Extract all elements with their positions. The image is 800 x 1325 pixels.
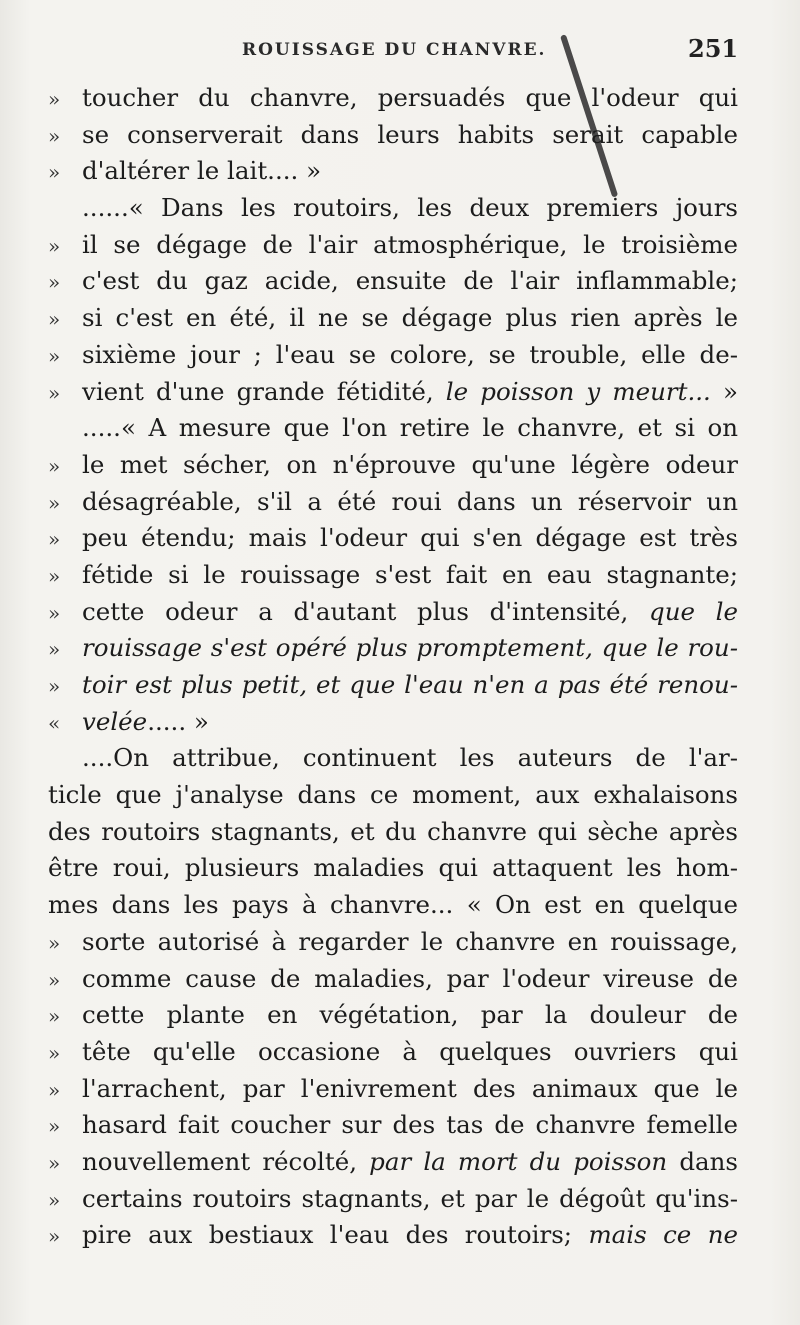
text-line — [48, 667, 738, 704]
running-head: ROUISSAGE DU CHANVRE. — [242, 40, 547, 60]
text-segment: l'arrachent, par l'enivrement des animaux que le — [82, 1073, 738, 1103]
text-line — [48, 1071, 738, 1108]
text-segment: fétide si le rouissage s'est fait en eau stagnante; — [82, 559, 738, 589]
italic-segment: toir est plus petit, et que l'eau n'en a pas été renou- — [82, 670, 738, 699]
text-segment: pire aux bestiaux l'eau des routoirs; — [82, 1220, 589, 1250]
text-line — [48, 1181, 738, 1218]
text-segment: certains routoirs stagnants, et par le dégoût qu'ins- — [82, 1183, 738, 1213]
line-text — [82, 153, 738, 190]
quote-mark: » — [48, 380, 61, 405]
quote-mark: » — [48, 343, 61, 368]
text-segment: il se dégage de l'air atmosphérique, le troisième — [82, 229, 738, 259]
quote-mark: » — [48, 453, 61, 478]
quote-mark: » — [48, 270, 61, 295]
text-segment: comme cause de maladies, par l'odeur vireuse de — [82, 963, 738, 993]
quote-mark: » — [48, 1150, 61, 1175]
line-text — [82, 300, 738, 337]
text-segment: mes dans les pays à chanvre... « On est en quelque — [48, 890, 738, 920]
quote-mark: » — [48, 1187, 61, 1212]
text-line — [48, 1144, 738, 1181]
text-line — [48, 227, 738, 264]
quote-mark: » — [48, 563, 61, 588]
italic-segment: velée — [82, 706, 148, 736]
text-line — [48, 814, 738, 851]
text-segment: sixième jour ; l'eau se colore, se trouble, elle de- — [82, 339, 738, 369]
quote-mark: » — [48, 674, 61, 698]
line-text — [48, 887, 738, 924]
quote-mark: » — [48, 123, 61, 148]
text-line — [48, 80, 738, 117]
line-text — [82, 374, 738, 411]
line-text — [82, 227, 738, 264]
text-segment: dans — [667, 1146, 738, 1176]
line-text — [82, 924, 738, 961]
line-text — [82, 630, 738, 667]
line-text — [82, 520, 738, 557]
quote-mark: » — [48, 1004, 61, 1029]
line-text — [82, 190, 738, 227]
text-line — [48, 1034, 738, 1071]
text-segment: ticle que j'analyse dans ce moment, aux exhalaisons — [48, 780, 738, 810]
text-segment: c'est du gaz acide, ensuite de l'air inflammable; — [82, 266, 738, 296]
text-line — [48, 447, 738, 484]
text-segment: nouvellement récolté, — [82, 1146, 370, 1176]
italic-segment: le poisson y meurt... — [445, 376, 711, 406]
body-text — [48, 80, 738, 1254]
quote-mark: » — [48, 1224, 61, 1249]
line-text — [82, 1071, 738, 1108]
text-segment: tête qu'elle occasione à quelques ouvriers qui — [82, 1036, 738, 1066]
text-line — [48, 263, 738, 300]
quote-mark: » — [48, 600, 61, 625]
text-segment: toucher du chanvre, persuadés que l'odeur qui — [82, 83, 738, 112]
text-segment: être roui, plusieurs maladies qui attaquent les hom- — [48, 853, 738, 883]
text-line — [48, 850, 738, 887]
line-text — [82, 594, 738, 631]
line-text — [48, 777, 738, 814]
text-segment: des routoirs stagnants, et du chanvre qui sèche après — [48, 816, 738, 846]
text-line — [48, 484, 738, 521]
text-line — [48, 557, 738, 594]
italic-segment: par la mort du poisson — [369, 1146, 668, 1176]
line-text — [82, 1144, 738, 1181]
quote-mark: » — [48, 1040, 61, 1065]
page-number: 251 — [688, 34, 739, 63]
line-text — [82, 1181, 738, 1218]
line-text — [48, 850, 738, 887]
text-segment: désagréable, s'il a été roui dans un réservoir un — [82, 486, 738, 516]
line-text — [82, 667, 738, 704]
page-header — [0, 30, 800, 70]
text-segment: cette odeur a d'autant plus d'intensité, — [82, 596, 650, 626]
quote-mark: » — [48, 233, 61, 258]
text-line — [48, 924, 738, 961]
text-line — [48, 1107, 738, 1144]
line-text — [82, 1107, 738, 1144]
quote-mark: » — [48, 87, 61, 111]
text-segment: ..... » — [147, 706, 209, 736]
text-line — [48, 410, 738, 447]
text-segment: ....On attribue, continuent les auteurs de l'ar- — [82, 743, 738, 773]
quote-mark: » — [48, 527, 61, 552]
quote-mark: » — [48, 490, 61, 515]
text-line — [48, 153, 738, 190]
line-text — [82, 1217, 738, 1254]
text-line — [48, 117, 738, 154]
line-text — [82, 337, 738, 374]
text-segment: si c'est en été, il ne se dégage plus rien après le — [82, 303, 738, 333]
text-segment: ......« Dans les routoirs, les deux premiers jours — [82, 193, 738, 223]
text-line — [48, 300, 738, 337]
text-segment: d'altérer le lait.... » — [82, 156, 322, 186]
quote-mark: » — [48, 160, 61, 185]
italic-segment: mais ce ne — [588, 1220, 738, 1250]
line-text — [82, 117, 738, 154]
text-line — [48, 520, 738, 557]
text-line — [48, 887, 738, 924]
quote-mark: « — [48, 710, 61, 735]
text-line — [48, 337, 738, 374]
line-text — [82, 484, 738, 521]
text-line — [48, 190, 738, 227]
text-line — [48, 740, 738, 777]
line-text — [82, 961, 738, 998]
line-text — [48, 814, 738, 851]
text-segment: le met sécher, on n'éprouve qu'une légère odeur — [82, 449, 738, 479]
quote-mark: » — [48, 967, 61, 992]
quote-mark: » — [48, 1077, 61, 1102]
line-text — [82, 1034, 738, 1071]
text-line — [48, 997, 738, 1034]
quote-mark: » — [48, 307, 61, 332]
line-text — [82, 740, 738, 777]
text-segment: hasard fait coucher sur des tas de chanvre femelle — [82, 1110, 738, 1140]
text-segment: .....« A mesure que l'on retire le chanvre, et si on — [82, 413, 738, 443]
line-text — [82, 997, 738, 1034]
text-line — [48, 374, 738, 411]
text-segment: cette plante en végétation, par la douleur de — [82, 1000, 738, 1030]
quote-mark: » — [48, 930, 61, 955]
italic-segment: que le — [649, 596, 738, 626]
text-line — [48, 594, 738, 631]
quote-mark: » — [48, 1114, 61, 1139]
text-line — [48, 961, 738, 998]
text-line — [48, 630, 738, 667]
line-text — [82, 704, 738, 741]
text-segment: vient d'une grande fétidité, — [82, 376, 446, 406]
text-line — [48, 704, 738, 741]
line-text — [82, 80, 738, 117]
text-segment: se conserverait dans leurs habits serait capable — [82, 119, 738, 149]
text-segment: » — [710, 376, 738, 406]
text-line — [48, 1217, 738, 1254]
line-text — [82, 263, 738, 300]
line-text — [82, 447, 738, 484]
text-segment: sorte autorisé à regarder le chanvre en rouissage, — [82, 926, 738, 956]
line-text — [82, 410, 738, 447]
line-text — [82, 557, 738, 594]
quote-mark: » — [48, 637, 61, 662]
text-line — [48, 777, 738, 814]
text-segment: peu étendu; mais l'odeur qui s'en dégage est très — [82, 523, 738, 553]
italic-segment: rouissage s'est opéré plus promptement, que le rou- — [82, 633, 738, 663]
